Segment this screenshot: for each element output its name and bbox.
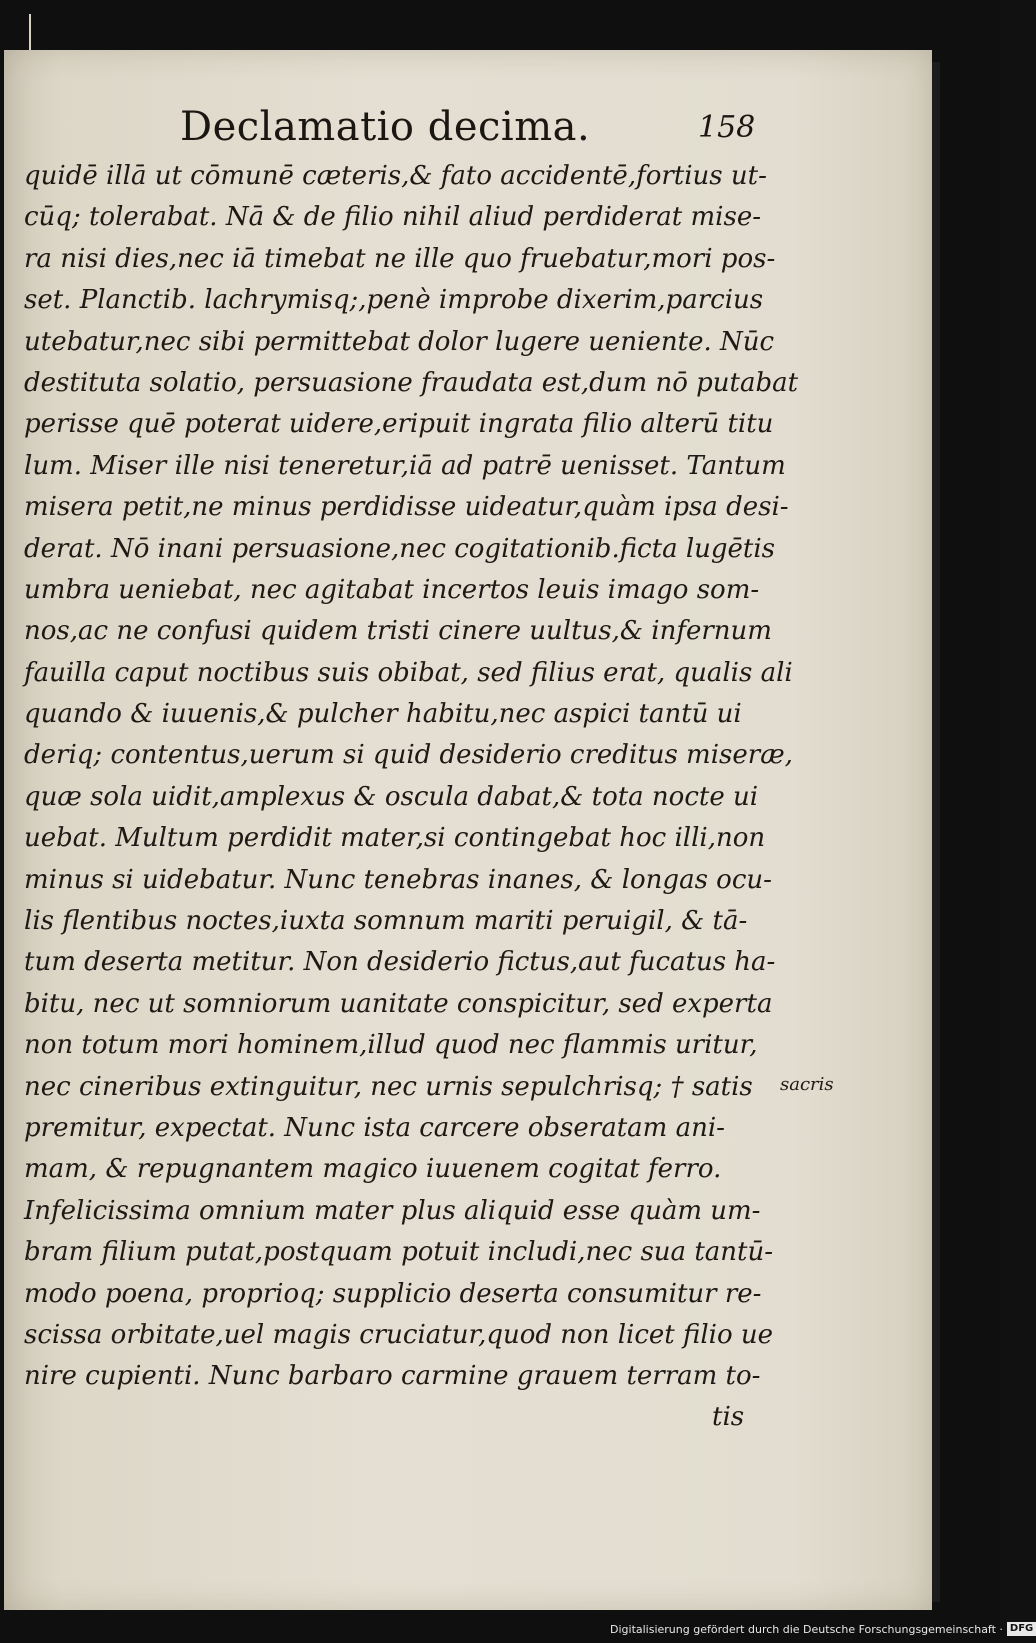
running-head: Declamatio decima.	[180, 104, 591, 150]
text-line: set. Planctib. lachrymisq;,penè improbe dixerim,parcius	[24, 285, 764, 316]
text-line: nire cupienti. Nunc barbaro carmine grauem terram to-	[24, 1361, 761, 1392]
text-line: cūq; tolerabat. Nā & de filio nihil aliud perdiderat mise-	[24, 202, 762, 233]
text-line: minus si uidebatur. Nunc tenebras inanes, & longas ocu-	[24, 864, 772, 895]
text-line: utebatur,nec sibi permittebat dolor lugere ueniente. Nūc	[24, 326, 775, 357]
text-line: lum. Miser ille nisi teneretur,iā ad patrē uenisset. Tantum	[24, 450, 786, 481]
marginal-note: sacris	[780, 1074, 834, 1095]
text-line: premitur, expectat. Nunc ista carcere obseratam ani-	[24, 1112, 725, 1143]
text-line: destituta solatio, persuasione fraudata est,dum nō putabat	[24, 367, 799, 398]
text-line: perisse quē poterat uidere,eripuit ingrata filio alterū titu	[24, 409, 774, 440]
text-line: tum deserta metitur. Non desiderio fictus,aut fucatus ha-	[24, 947, 776, 978]
text-line: modo poena, proprioq; supplicio deserta consumitur re-	[24, 1278, 762, 1309]
text-line: nos,ac ne confusi quidem tristi cinere uultus,& infernum	[24, 616, 772, 647]
text-line: Infelicissima omnium mater plus aliquid esse quàm um-	[24, 1195, 761, 1226]
text-line: quæ sola uidit,amplexus & oscula dabat,& tota nocte ui	[24, 781, 759, 812]
text-line: ra nisi dies,nec iā timebat ne ille quo fruebatur,mori pos-	[24, 243, 776, 274]
text-line: scissa orbitate,uel magis cruciatur,quod non licet filio ue	[24, 1319, 774, 1350]
body-text	[24, 156, 799, 1398]
text-line: bram filium putat,postquam potuit includi,nec sua tantū-	[24, 1237, 773, 1268]
digitization-footer	[610, 1622, 1036, 1636]
text-line: quidē illā ut cōmunē cæteris,& fato accidentē,fortius ut-	[24, 161, 767, 191]
text-line: quando & iuuenis,& pulcher habitu,nec aspici tantū ui	[24, 699, 742, 730]
text-line: uebat. Multum perdidit mater,si contingebat hoc illi,non	[24, 823, 766, 854]
text-line: deriq; contentus,uerum si quid desiderio creditus miseræ,	[24, 740, 793, 771]
catchword: tis	[712, 1402, 745, 1432]
page-number: 158	[698, 110, 756, 145]
text-line: lis flentibus noctes,iuxta somnum mariti peruigil, & tā-	[24, 906, 748, 937]
text-line: nec cineribus extinguitur, nec urnis sepulchrisq; † satis	[24, 1071, 753, 1102]
dfg-logo: DFG	[1007, 1622, 1036, 1636]
page-edge	[932, 62, 940, 1602]
text-line: umbra ueniebat, nec agitabat incertos leuis imago som-	[24, 574, 760, 605]
text-line: non totum mori hominem,illud quod nec flammis uritur,	[24, 1030, 758, 1061]
text-line: bitu, nec ut somniorum uanitate conspicitur, sed experta	[24, 988, 773, 1019]
footer-text: Digitalisierung gefördert durch die Deutsche Forschungsgemeinschaft ·	[610, 1622, 1003, 1636]
spine-mark	[29, 14, 31, 50]
text-line: mam, & repugnantem magico iuuenem cogitat ferro.	[24, 1154, 722, 1185]
text-line: derat. Nō inani persuasione,nec cogitationib.ficta lugētis	[24, 533, 776, 564]
text-line: fauilla caput noctibus suis obibat, sed filius erat, qualis ali	[24, 657, 793, 688]
text-line: misera petit,ne minus perdidisse uideatur,quàm ipsa desi-	[24, 492, 789, 523]
